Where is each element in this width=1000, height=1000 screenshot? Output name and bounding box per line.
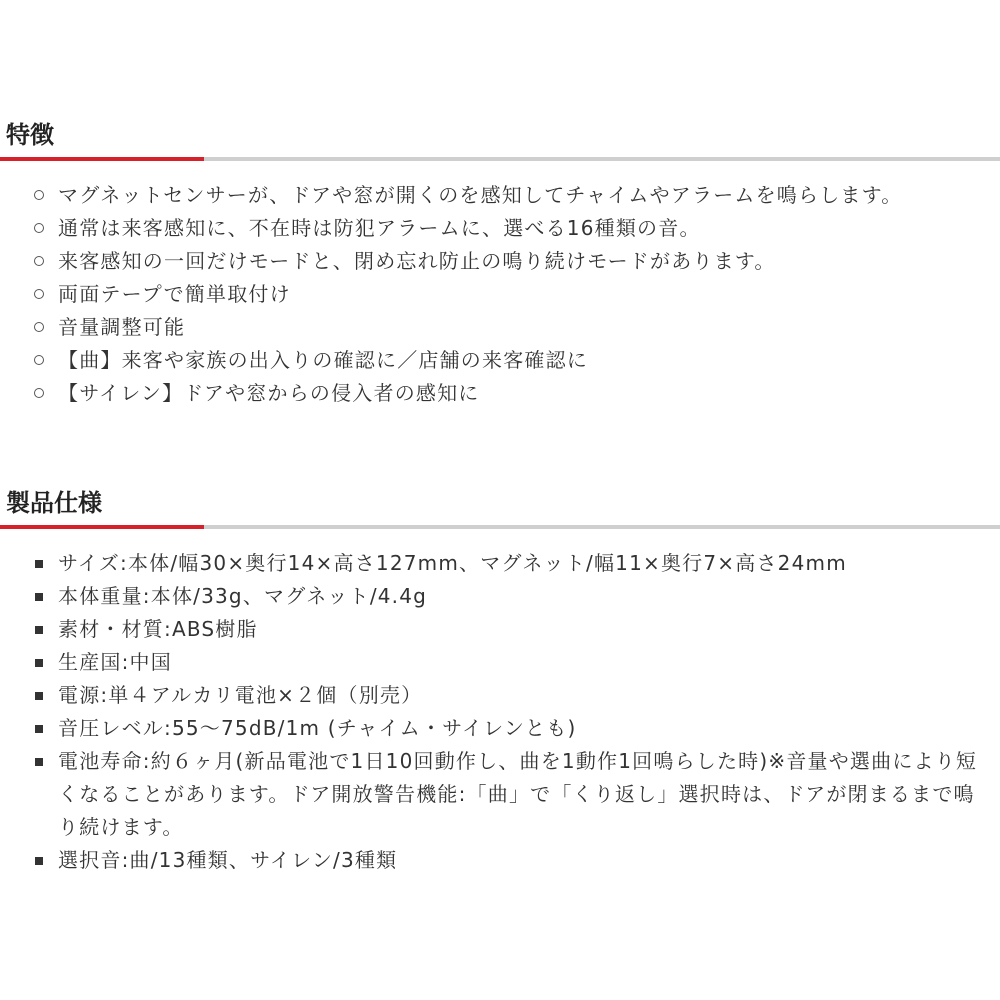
spec-item	[0, 679, 1000, 712]
feature-item	[0, 212, 1000, 245]
features-heading-rule	[0, 157, 1000, 161]
circle-bullet-icon	[34, 179, 46, 212]
feature-item-text: 【サイレン】ドアや窓からの侵入者の感知に	[58, 381, 480, 405]
square-bullet-icon	[34, 646, 46, 679]
spec-item-text: 電源:単４アルカリ電池×２個（別売）	[58, 683, 423, 707]
spec-item	[0, 844, 1000, 877]
feature-item	[0, 311, 1000, 344]
square-bullet-icon	[34, 679, 46, 712]
features-heading: 特徴	[6, 121, 54, 149]
circle-bullet-icon	[34, 344, 46, 377]
spec-item	[0, 613, 1000, 646]
feature-item	[0, 179, 1000, 212]
features-list	[0, 179, 1000, 410]
spec-item	[0, 745, 1000, 844]
specs-section	[0, 486, 1000, 877]
specs-heading: 製品仕様	[6, 489, 102, 517]
spec-item	[0, 580, 1000, 613]
specs-heading-rule	[0, 525, 1000, 529]
specs-heading-accent	[0, 525, 204, 529]
feature-item-text: 両面テープで簡単取付け	[58, 282, 291, 306]
feature-item-text: 【曲】来客や家族の出入りの確認に／店舗の来客確認に	[58, 348, 588, 372]
features-section	[0, 118, 1000, 410]
spec-item	[0, 547, 1000, 580]
features-heading-accent	[0, 157, 204, 161]
spec-item-text: 本体重量:本体/33g、マグネット/4.4g	[58, 584, 428, 608]
feature-item-text: 音量調整可能	[58, 315, 186, 339]
square-bullet-icon	[34, 613, 46, 646]
square-bullet-icon	[34, 580, 46, 613]
spec-item-text: 電池寿命:約６ヶ月(新品電池で1日10回動作し、曲を1動作1回鳴らした時)※音量や選曲により短くなることがあります。ドア開放警告機能:「曲」で「くり返し」選択時は、ドアが閉まるまで鳴り続けます。	[58, 749, 978, 839]
square-bullet-icon	[34, 844, 46, 877]
square-bullet-icon	[34, 547, 46, 580]
circle-bullet-icon	[34, 278, 46, 311]
feature-item-text: 来客感知の一回だけモードと、閉め忘れ防止の鳴り続けモードがあります。	[58, 249, 776, 273]
circle-bullet-icon	[34, 311, 46, 344]
spec-item	[0, 646, 1000, 679]
feature-item	[0, 278, 1000, 311]
circle-bullet-icon	[34, 245, 46, 278]
spec-item-text: 音圧レベル:55～75dB/1m (チャイム・サイレンとも)	[58, 716, 577, 740]
spec-item	[0, 712, 1000, 745]
feature-item-text: 通常は来客感知に、不在時は防犯アラームに、選べる16種類の音。	[58, 216, 701, 240]
spec-item-text: サイズ:本体/幅30×奥行14×高さ127mm、マグネット/幅11×奥行7×高さ24mm	[58, 551, 847, 575]
spec-item-text: 素材・材質:ABS樹脂	[58, 617, 258, 641]
specs-list	[0, 547, 1000, 877]
feature-item-text: マグネットセンサーが、ドアや窓が開くのを感知してチャイムやアラームを鳴らします。	[58, 183, 903, 207]
feature-item	[0, 344, 1000, 377]
spec-item-text: 生産国:中国	[58, 650, 172, 674]
spec-item-text: 選択音:曲/13種類、サイレン/3種類	[58, 848, 398, 872]
square-bullet-icon	[34, 712, 46, 745]
circle-bullet-icon	[34, 377, 46, 410]
feature-item	[0, 377, 1000, 410]
square-bullet-icon	[34, 745, 46, 778]
circle-bullet-icon	[34, 212, 46, 245]
feature-item	[0, 245, 1000, 278]
